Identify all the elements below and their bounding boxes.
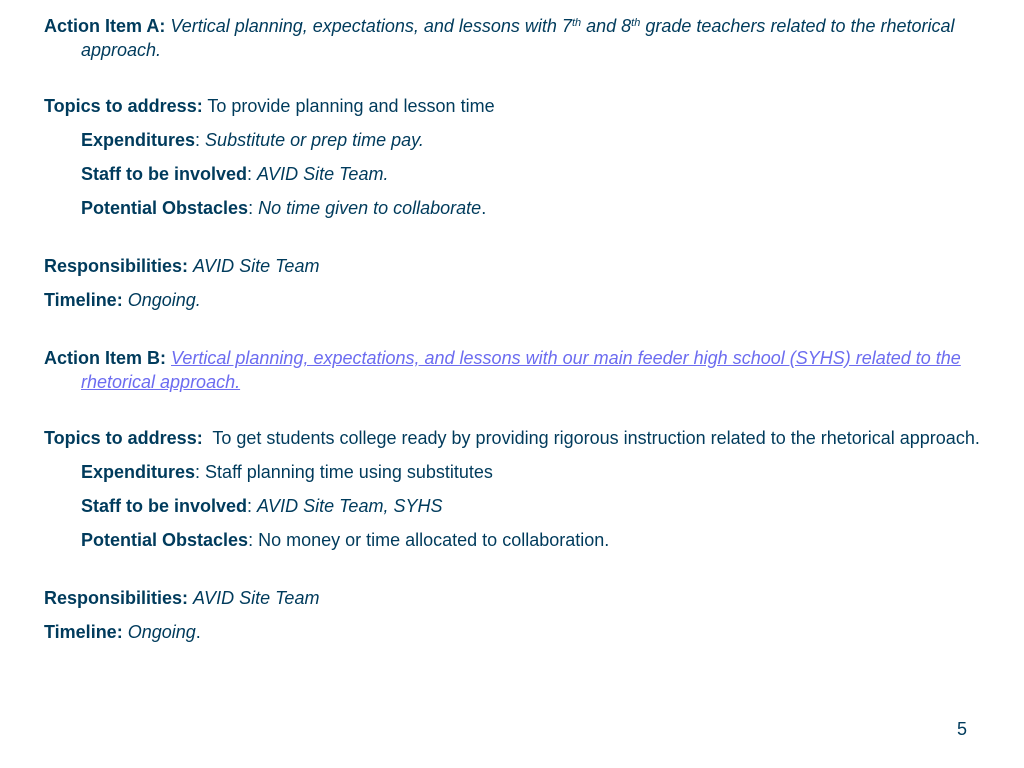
staff-a-label: Staff to be involved — [81, 164, 248, 184]
topics-a — [44, 94, 1009, 118]
spacer — [44, 518, 1009, 528]
spacer — [44, 552, 1009, 586]
staff-b-value: AVID Site Team, SYHS — [257, 496, 443, 516]
staff-a-value: AVID Site Team. — [257, 164, 389, 184]
responsibilities-b — [44, 586, 1009, 610]
topics-a-label: Topics to address: — [44, 96, 203, 116]
expenditures-a-label: Expenditures — [81, 130, 196, 150]
responsibilities-a-value: AVID Site Team — [193, 256, 320, 276]
timeline-b-label: Timeline: — [44, 622, 123, 642]
spacer — [44, 118, 1009, 128]
obstacles-b-value: No money or time allocated to collaboration. — [258, 530, 610, 550]
topics-b-value: To get students college ready by providing rigorous instruction related to the rhetorical approach. — [212, 428, 980, 448]
timeline-a-value: Ongoing. — [127, 290, 201, 310]
timeline-b-period: . — [195, 622, 201, 642]
spacer — [44, 62, 1009, 94]
timeline-a — [44, 288, 1009, 312]
obstacles-a-label: Potential Obstacles — [81, 198, 249, 218]
spacer — [44, 186, 1009, 196]
spacer — [44, 394, 1009, 426]
obstacles-a-value: No time given to collaborate — [258, 198, 482, 218]
responsibilities-b-value: AVID Site Team — [193, 588, 320, 608]
topics-b — [44, 426, 1009, 450]
action-item-b-title-link[interactable]: Vertical planning, expectations, and lessons with our main feeder high school (SYHS) related to the rhetorical approach. — [81, 348, 961, 392]
topics-a-value: To provide planning and lesson time — [207, 96, 495, 116]
expenditures-b-value: Staff planning time using substitutes — [205, 462, 493, 482]
staff-b-label: Staff to be involved — [81, 496, 248, 516]
spacer — [44, 278, 1009, 288]
spacer — [44, 312, 1009, 346]
slide-content — [44, 14, 1009, 644]
obstacles-b: Potential Obstacles: No money or time allocated to collaboration. — [81, 530, 610, 550]
staff-b: Staff to be involved: AVID Site Team, SYHS — [81, 496, 443, 516]
spacer — [44, 450, 1009, 460]
topics-b-label: Topics to address: — [44, 428, 203, 448]
expenditures-b-label: Expenditures — [81, 462, 196, 482]
timeline-b-value: Ongoing — [127, 622, 196, 642]
action-item-b-heading — [44, 346, 1009, 394]
action-item-a-label: Action Item A: — [44, 16, 166, 36]
responsibilities-a — [44, 254, 1009, 278]
spacer — [44, 610, 1009, 620]
expenditures-b: Expenditures: Staff planning time using substitutes — [81, 462, 493, 482]
spacer — [44, 152, 1009, 162]
spacer — [44, 484, 1009, 494]
timeline-a-label: Timeline: — [44, 290, 123, 310]
obstacles-a: Potential Obstacles: No time given to collaborate. — [81, 198, 487, 218]
action-item-a-title-part2: and 8 — [581, 16, 632, 36]
responsibilities-b-label: Responsibilities: — [44, 588, 189, 608]
action-item-b-label: Action Item B: — [44, 348, 167, 368]
timeline-b — [44, 620, 1009, 644]
obstacles-b-label: Potential Obstacles — [81, 530, 249, 550]
action-item-a-title-part3: grade teachers related to the rhetorical approach. — [81, 16, 955, 60]
staff-a: Staff to be involved: AVID Site Team. — [81, 164, 389, 184]
page-number: 5 — [957, 719, 968, 739]
superscript-th-8: th — [631, 17, 641, 29]
responsibilities-a-label: Responsibilities: — [44, 256, 189, 276]
obstacles-a-period: . — [481, 198, 487, 218]
expenditures-a: Expenditures: Substitute or prep time pay. — [81, 130, 424, 150]
action-item-a-heading — [44, 14, 1009, 62]
action-item-a-title-part1: Vertical planning, expectations, and lessons with 7 — [170, 16, 572, 36]
action-item-a-title — [81, 16, 955, 60]
superscript-th-7: th — [571, 17, 582, 29]
expenditures-a-value: Substitute or prep time pay. — [205, 130, 424, 150]
spacer — [44, 220, 1009, 254]
